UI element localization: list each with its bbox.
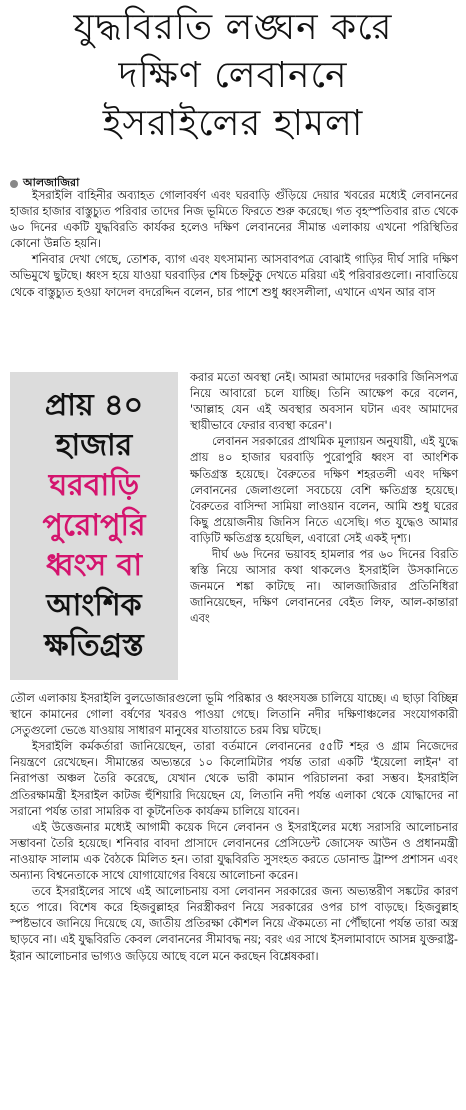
pull-quote-line: আংশিক	[46, 588, 142, 623]
body-text-bottom	[10, 691, 458, 965]
paragraph: ইসরাইলি বাহিনীর অব্যাহত গোলাবর্ষণ এবং ঘরবাড়ি গুঁড়িয়ে দেয়ার খবরের মধ্যেই লেবাননের হাজার হাজার বাস্তুচ্যুত পরিবার তাদের নিজ ভূমিতে ফিরতে শুরু করেছে। গত বৃহস্পতিবার রাত থেকে ৬০ দিনের একটি যুদ্ধবিরতি কার্যকর হলেও দক্ষিণ লেবাননের সীমান্ত এলাকায় এখনো পরিস্থিতির কোনো উন্নতি হয়নি।	[10, 189, 458, 251]
pull-quote-line: ধ্বংস বা	[45, 548, 143, 583]
pull-quote-line: হাজার	[55, 428, 133, 463]
paragraph: ইসরাইলি কর্মকর্তারা জানিয়েছেন, তারা বর্তমানে লেবাননের ৫৫টি শহর ও গ্রাম নিজেদের নিয়ন্ত্রণে রেখেছেন। সীমান্তের অভ্যন্তরে ১০ কিলোমিটার পর্যন্ত তারা একটি 'ইয়েলো লাইন' বা নিরাপত্তা অঞ্চল তৈরি করেছে, যেখান থেকে ভারী কামান পরিচালনা করা সম্ভব। ইসরাইলি প্রতিরক্ষামন্ত্রী ইসরাইল কাটজ হুঁশিয়ারি দিয়েছেন যে, লিতানি নদী পর্যন্ত এলাকা থেকে যোদ্ধাদের না সরানো পর্যন্ত তারা সামরিক বা কূটনৈতিক কার্যক্রম চালিয়ে যাবেন।	[10, 740, 458, 818]
paragraph: শনিবার দেখা গেছে, তোশক, ব্যাগ এবং যৎসামান্য আসবাবপত্র বোঝাই গাড়ির দীর্ঘ সারি দক্ষিণ অভিমুখে ছুটছে। ধ্বংস হয়ে যাওয়া ঘরবাড়ির শেষ চিহ্নটুকু দেখতে মরিয়া এই পরিবারগুলো। নাবাতিয়ে থেকে বাস্তুচ্যুত হওয়া ফাদেল বদরেদ্দিন বলেন, চার পাশে শুধু ধ্বংসলীলা, এখানে এখন আর বাস	[10, 253, 458, 299]
paragraph: তবে ইসরাইলের সাথে এই আলোচনায় বসা লেবানন সরকারের জন্য অভ্যন্তরীণ সঙ্কটের কারণ হতে পারে। বিশেষ করে হিজবুল্লাহর নিরস্ত্রীকরণ নিয়ে সরকারের ওপর চাপ বাড়ছে। হিজবুল্লাহ স্পষ্টভাবে জানিয়ে দিয়েছে যে, জাতীয় প্রতিরক্ষা কৌশল নিয়ে ঐকমত্যে না পৌঁছানো পর্যন্ত তারা অস্ত্র ছাড়বে না। এই যুদ্ধবিরতি কেবল লেবাননের সীমাবদ্ধ নয়; বরং এর সাথে ইসলামাবাদে আসন্ন যুক্তরাষ্ট্র-ইরান আলোচনার ভাগ্যও জড়িয়ে আছে বলে মনে করছেন বিশ্লেষকরা।	[10, 885, 458, 963]
paragraph: দীর্ঘ ৬৬ দিনের ভয়াবহ হামলার পর ৬০ দিনের বিরতি স্বস্তি নিয়ে আসার কথা থাকলেও ইসরাইলি উসকানিতে জনমনে শঙ্কা কাটছে না। আলজাজিরার প্রতিনিধিরা জানিয়েছেন, দক্ষিণ লেবাননের বেইত লিফ, আল-কান্তারা এবং	[190, 548, 458, 626]
pull-quote-line: ক্ষতিগ্রস্ত	[44, 628, 144, 663]
article-headline	[0, 0, 466, 148]
source-name: আলজাজিরা	[23, 176, 80, 189]
headline-line-1: যুদ্ধবিরতি লঙ্ঘন করে	[73, 7, 393, 48]
pull-quote-line: পুরোপুরি	[42, 508, 146, 543]
pull-quote-line: ঘরবাড়ি	[48, 468, 140, 503]
pull-quote-line: প্রায় ৪০	[44, 388, 144, 423]
paragraph: লেবানন সরকারের প্রাথমিক মূল্যায়ন অনুযায়ী, এই যুদ্ধে প্রায় ৪০ হাজার ঘরবাড়ি পুরোপুরি ধ্বংস বা আংশিক ক্ষতিগ্রস্ত হয়েছে। বৈরুতের দক্ষিণ শহরতলী এবং দক্ষিণ লেবাননের জেলাগুলো সবচেয়ে বেশি ক্ষতিগ্রস্ত হয়েছে। বৈরুতের বাসিন্দা সামিয়া লাওয়ান বলেন, আমি শুধু ঘরের কিছু প্রয়োজনীয় জিনিস নিতে এসেছি। গত যুদ্ধেও আমার বাড়িটি ক্ষতিগ্রস্ত হয়েছিল, এবারো সেই একই দৃশ্য।	[190, 435, 458, 545]
headline-line-2: দক্ষিণ লেবাননে	[118, 55, 348, 96]
body-text-side	[190, 370, 458, 628]
paragraph: এই উত্তেজনার মধ্যেই আগামী কয়েক দিনে লেবানন ও ইসরাইলের মধ্যে সরাসরি আলোচনার সম্ভাবনা তৈরি হয়েছে। শনিবার বাবদা প্রাসাদে লেবাননের প্রেসিডেন্ট জোসেফ আউন ও প্রধানমন্ত্রী নাওয়াফ সালাম এক বৈঠকে মিলিত হন। তারা যুদ্ধবিরতি সুসংহত করতে ডোনাল্ড ট্রাম্প প্রশাসন এবং অন্যান্য বিশ্বনেতাকে সাথে যোগাযোগের বিষয়ে আলোচনা করেন।	[10, 820, 458, 883]
headline-line-3: ইসরাইলের হামলা	[102, 103, 364, 144]
bullet-icon	[10, 180, 18, 188]
body-text-top	[10, 188, 458, 301]
paragraph: তৌল এলাকায় ইসরাইলি বুলডোজারগুলো ভূমি পরিষ্কার ও ধ্বংসযজ্ঞ চালিয়ে যাচ্ছে। এ ছাড়া বিচ্ছিন্ন স্থানে কামানের গোলা বর্ষণের খবরও পাওয়া গেছে। লিতানি নদীর দক্ষিণাঞ্চলের সংযোগকারী সেতুগুলো ভেঙে যাওয়ায় সাধারণ মানুষের যাতায়াতে চরম বিঘ্ন ঘটছে।	[10, 692, 458, 738]
paragraph: করার মতো অবস্থা নেই। আমরা আমাদের দরকারি জিনিসপত্র নিয়ে আবারো চলে যাচ্ছি। তিনি আক্ষেপ করে বলেন, 'আল্লাহ যেন এই অবস্থার অবসান ঘটান এবং আমাদের স্থায়ীভাবে ফেরার ব্যবস্থা করেন'।	[190, 371, 458, 433]
pull-quote-box	[10, 372, 178, 680]
